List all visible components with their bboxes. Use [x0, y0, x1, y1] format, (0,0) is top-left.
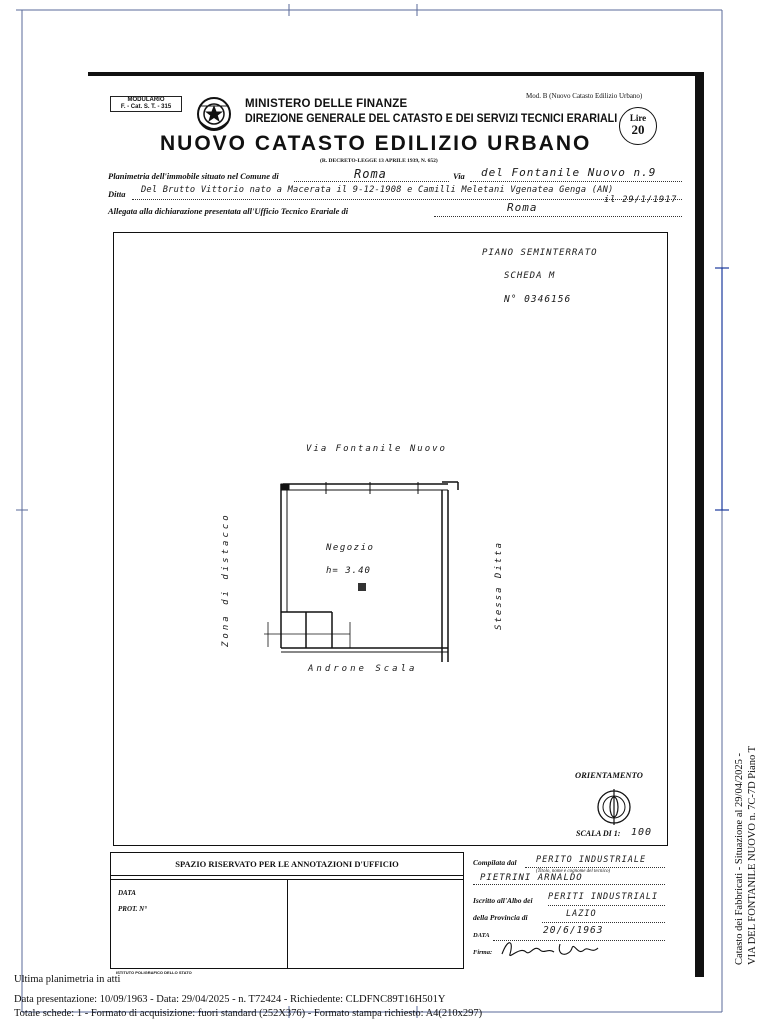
data-value: 20/6/1963: [543, 925, 604, 936]
reserved-title: SPAZIO RISERVATO PER LE ANNOTAZIONI D'UFFICIO: [111, 853, 463, 876]
emblem-icon: [194, 92, 234, 136]
ditta-value: Del Brutto Vittorio nato a Macerata il 9-12-1908 e Camilli Meletani Vgenatea Genga (AN): [141, 185, 614, 195]
comune-value: Roma: [354, 167, 387, 181]
tecnico-name: PIETRINI ARNALDO: [480, 873, 583, 883]
bottom-zone-label: Androne Scala: [308, 664, 418, 674]
footer-line-3: Totale schede: 1 - Formato di acquisizione: fuori standard (252X376) - Formato stampa richiesto: A4(210x297): [14, 1008, 483, 1019]
right-zone-label: Stessa Ditta: [494, 540, 504, 630]
annotation-box: [110, 852, 464, 969]
orientation-label: ORIENTAMENTO: [575, 770, 643, 780]
modulario-box: MODULARIO F. - Cat. S. T. - 315: [110, 96, 182, 112]
side-note-line-2: VIA DEL FONTANILE NUOVO n. 7C-7D Piano T: [747, 745, 758, 965]
allegata-label: Allegata alla dichiarazione presentata all'Ufficio Tecnico Erariale di: [108, 206, 349, 216]
room-label: Negozio: [326, 543, 375, 553]
compilata-note: (Titolo, nome e cognome del tecnico): [536, 869, 611, 874]
scheda-number: N° 0346156: [504, 294, 572, 305]
ministry-title: MINISTERO DELLE FINANZE: [245, 98, 408, 110]
compilata-label: Compilata dal: [473, 858, 517, 867]
albo-value: PERITI INDUSTRIALI: [548, 892, 659, 902]
via-label: Via: [453, 171, 465, 181]
data-label-2: DATA: [473, 932, 490, 939]
via-value: del Fontanile Nuovo n.9: [481, 166, 657, 179]
albo-label: Iscritto all'Albo dei: [473, 896, 533, 905]
signature: [498, 936, 608, 962]
data-label: DATA: [118, 889, 136, 897]
footer-line-2: Data presentazione: 10/09/1963 - Data: 29/04/2025 - n. T72424 - Richiedente: CLDFNC89T16H501Y: [14, 994, 446, 1005]
scale-label: SCALA DI 1:: [576, 829, 621, 838]
stamp-duty-mark: Lire 20: [619, 107, 657, 145]
planimetria-label: Planimetria dell'immobile situato nel Comune di: [108, 171, 279, 181]
left-zone-label: Zona di distacco: [221, 512, 231, 647]
printer-label: ISTITUTO POLIGRAFICO DELLO STATO: [116, 970, 192, 975]
scale-value: 100: [631, 827, 653, 838]
direzione-title: DIREZIONE GENERALE DEL CATASTO E DEI SERVIZI TECNICI ERARIALI: [245, 113, 618, 125]
compass-icon: [595, 787, 633, 829]
sheet-edge: [695, 72, 704, 977]
scheda-label: SCHEDA M: [504, 271, 556, 281]
scale-bar: [710, 260, 734, 520]
document-sheet: [88, 72, 705, 975]
firma-label: Firma:: [473, 949, 493, 956]
prot-label: PROT. N°: [118, 905, 147, 913]
ditta-date: il 29/1/1917: [604, 195, 678, 205]
side-note: [733, 746, 759, 965]
document-title: NUOVO CATASTO EDILIZIO URBANO: [160, 132, 592, 155]
provincia-label: della Provincia di: [473, 913, 528, 922]
mod-b-label: Mod. B (Nuovo Catasto Edilizio Urbano): [526, 92, 643, 100]
ditta-label: Ditta: [108, 189, 126, 199]
provincia-value: LAZIO: [566, 909, 597, 919]
street-label: Via Fontanile Nuovo: [306, 444, 447, 454]
ufficio-value: Roma: [507, 201, 538, 214]
decree-label: (R. DECRETO-LEGGE 13 APRILE 1939, N. 652): [320, 158, 438, 164]
room-height: h= 3.40: [326, 566, 371, 576]
footer-line-1: Ultima planimetria in atti: [14, 974, 121, 985]
side-note-line-1: Catasto dei Fabbricati - Situazione al 29/04/2025 -: [734, 753, 745, 965]
floor-label: PIANO SEMINTERRATO: [482, 248, 598, 258]
compilata-value: PERITO INDUSTRIALE: [536, 855, 647, 865]
